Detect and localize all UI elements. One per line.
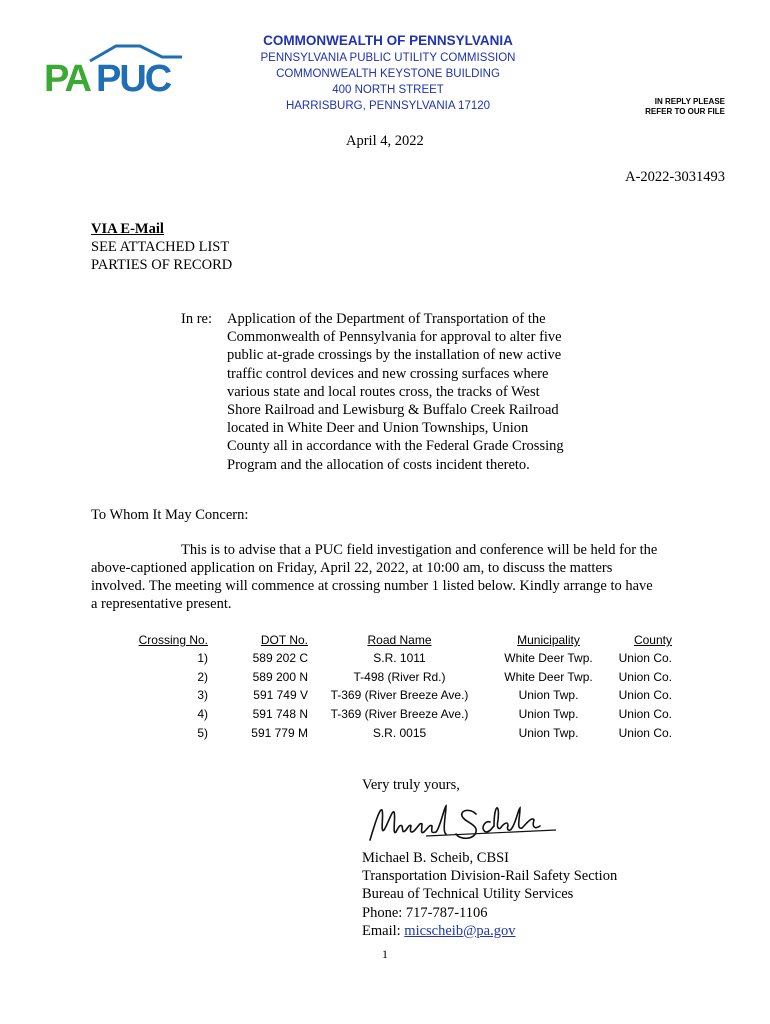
table-row <box>130 723 672 742</box>
address-line: SEE ATTACHED LIST <box>91 239 230 255</box>
table-row <box>130 668 672 687</box>
cell-county: Union Co. <box>618 707 672 722</box>
table-row <box>130 686 672 705</box>
body-paragraph <box>91 541 691 613</box>
header-county: County <box>633 633 672 647</box>
in-re-line: Commonwealth of Pennsylvania for approval to alter five <box>227 329 562 346</box>
papuc-logo <box>44 43 182 95</box>
svg-text:PUC: PUC <box>96 58 171 95</box>
letterhead-line: COMMONWEALTH KEYSTONE BUILDING <box>276 68 500 80</box>
cell-crossing-no: 4) <box>197 707 208 722</box>
letterhead-title: COMMONWEALTH OF PENNSYLVANIA <box>263 33 513 48</box>
cell-dot-no: 591 749 V <box>253 688 308 703</box>
signature-image <box>366 800 566 848</box>
cell-road-name: T-369 (River Breeze Ave.) <box>330 688 469 703</box>
header-road-name: Road Name <box>367 633 432 647</box>
cell-crossing-no: 5) <box>197 725 208 740</box>
cell-county: Union Co. <box>618 669 672 684</box>
cell-road-name: T-498 (River Rd.) <box>353 669 446 684</box>
signer-name: Michael B. Scheib, CBSI <box>362 850 510 866</box>
cell-municipality: Union Twp. <box>518 688 579 703</box>
in-re-line: Shore Railroad and Lewisburg & Buffalo Creek Railroad <box>227 402 559 419</box>
header-crossing-no: Crossing No. <box>138 633 208 647</box>
in-re-line: various state and local routes cross, the tracks of West <box>227 383 540 400</box>
in-re-line: located in White Deer and Union Townships, Union <box>227 420 529 437</box>
in-re-line: County all in accordance with the Federal Grade Crossing <box>227 438 564 455</box>
cell-crossing-no: 3) <box>197 688 208 703</box>
cell-dot-no: 589 202 C <box>252 651 308 666</box>
email-link[interactable]: micscheib@pa.gov <box>404 922 516 939</box>
svg-text:PA: PA <box>44 58 90 95</box>
reply-note <box>645 97 725 117</box>
in-re-line: public at-grade crossings by the installation of new active <box>227 347 562 364</box>
signer-bureau: Bureau of Technical Utility Services <box>362 886 574 903</box>
in-re-line: Application of the Department of Transportation of the <box>227 311 546 327</box>
reply-note-line: IN REPLY PLEASE <box>654 97 725 106</box>
cell-road-name: S.R. 0015 <box>372 725 427 740</box>
signer-title: Transportation Division-Rail Safety Section <box>362 868 618 885</box>
cell-county: Union Co. <box>618 651 672 666</box>
letterhead-line: HARRISBURG, PENNSYLVANIA 17120 <box>285 100 491 112</box>
body-line: a representative present. <box>91 596 232 612</box>
body-line: above-captioned application on Friday, April 22, 2022, at 10:00 am, to discuss the matters <box>91 560 613 576</box>
closing: Very truly yours, <box>362 777 460 793</box>
cell-municipality: Union Twp. <box>518 725 579 740</box>
signer-email-row <box>362 922 617 940</box>
table-header-row <box>130 631 672 649</box>
letterhead-line: 400 NORTH STREET <box>332 84 444 96</box>
table-row <box>130 705 672 724</box>
cell-road-name: T-369 (River Breeze Ave.) <box>330 707 469 722</box>
in-re-line: traffic control devices and new crossing surfaces where <box>227 365 549 382</box>
address-line: PARTIES OF RECORD <box>91 257 233 273</box>
cell-municipality: White Deer Twp. <box>504 669 593 684</box>
body-line: This is to advise that a PUC field investigation and conference will be held for the <box>181 542 658 558</box>
signer-phone: Phone: 717-787-1106 <box>362 904 488 921</box>
letterhead-line: PENNSYLVANIA PUBLIC UTILITY COMMISSION <box>260 52 516 64</box>
cell-dot-no: 589 200 N <box>252 669 308 684</box>
address-block <box>91 220 232 274</box>
cell-dot-no: 591 748 N <box>252 707 308 722</box>
cell-crossing-no: 1) <box>197 651 208 666</box>
via-email: VIA E-Mail <box>91 221 164 237</box>
page-number: 1 <box>382 947 388 961</box>
in-re-label: In re: <box>181 311 212 327</box>
cell-municipality: White Deer Twp. <box>504 651 593 666</box>
cell-county: Union Co. <box>618 725 672 740</box>
header-municipality: Municipality <box>517 633 580 647</box>
letter-date: April 4, 2022 <box>346 133 424 149</box>
crossings-table <box>130 631 672 742</box>
reply-note-line: REFER TO OUR FILE <box>645 107 725 116</box>
cell-crossing-no: 2) <box>197 669 208 684</box>
in-re-line: Program and the allocation of costs incident thereto. <box>227 456 530 473</box>
cell-road-name: S.R. 1011 <box>373 651 426 666</box>
salutation: To Whom It May Concern: <box>91 507 249 523</box>
file-number: A-2022-3031493 <box>625 169 725 185</box>
cell-dot-no: 591 779 M <box>251 725 308 740</box>
table-row <box>130 649 672 668</box>
cell-municipality: Union Twp. <box>518 707 579 722</box>
in-re-body <box>227 310 587 474</box>
body-line: involved. The meeting will commence at crossing number 1 listed below. Kindly arrange to have <box>91 578 653 594</box>
signature-block <box>362 849 617 940</box>
email-label: Email: <box>362 922 401 939</box>
cell-county: Union Co. <box>618 688 672 703</box>
header-dot-no: DOT No. <box>260 633 308 647</box>
